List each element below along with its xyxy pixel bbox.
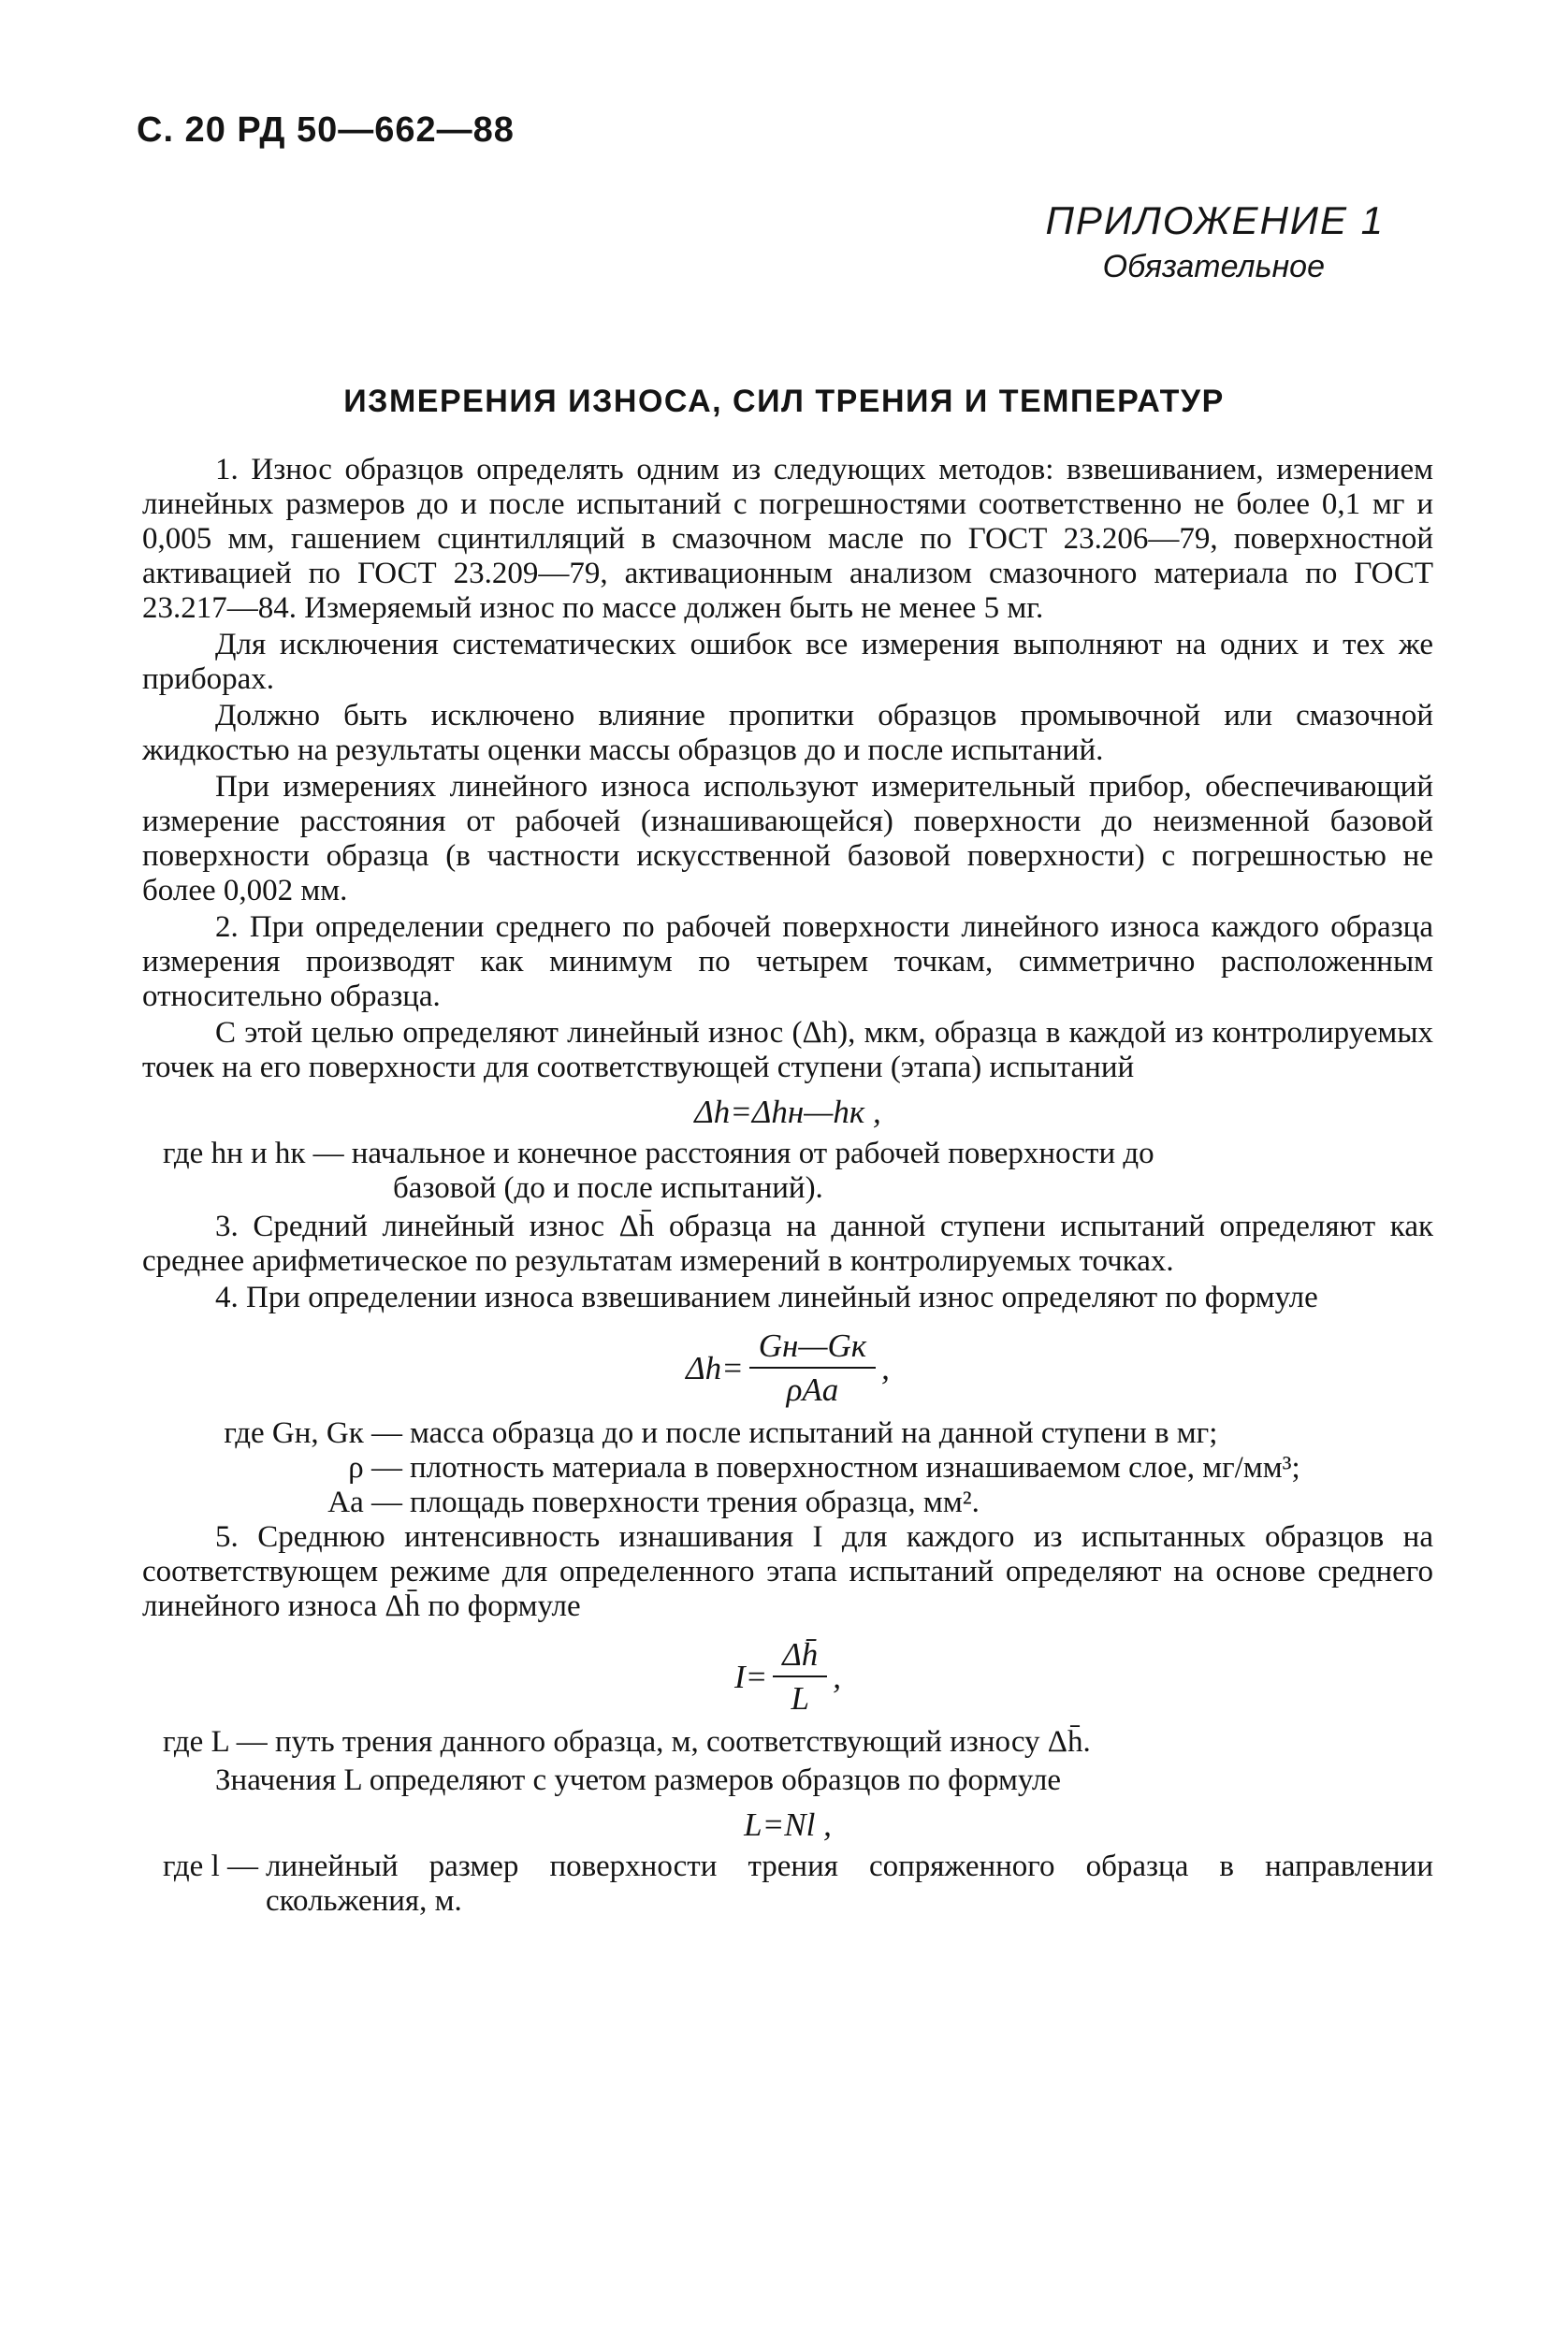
definition-row (142, 1451, 1433, 1486)
where-block-1 (142, 1137, 1433, 1206)
formula-weighing (142, 1328, 1433, 1407)
paragraph-3: Должно быть исключено влияние пропитки образцов промывочной или смазочной жидкостью на результаты оценки массы образцов до и после испытаний. (142, 699, 1433, 767)
appendix-status: Обязательное (1102, 249, 1325, 284)
where-symbols-4: где l — (163, 1850, 258, 1883)
definition-row (142, 1486, 1433, 1520)
formula-weighing-fraction (749, 1328, 876, 1407)
formula-linear-wear: Δh=Δhн—hк , (694, 1094, 881, 1130)
paragraph-4: При измерениях линейного износа используют измерительный прибор, обеспечивающий измерение расстояния от рабочей (изнашивающейся) поверхности до неизменной базовой поверхности образца (в частности искусственной базовой поверхности) с погрешностью не более 0,002 мм. (142, 770, 1433, 907)
definitions-list (142, 1416, 1433, 1520)
paragraph-2: Для исключения систематических ошибок все измерения выполняют на одних и тех же приборах. (142, 628, 1433, 696)
where-text-1: начальное и конечное расстояния от рабочей поверхности до (351, 1137, 1154, 1170)
definition-text: масса образца до и после испытаний на данной ступени в мг; (410, 1416, 1218, 1450)
paragraph-9: 5. Среднюю интенсивность изнашивания I для каждого из испытанных образцов на соответствующем режиме для определенного этапа испытаний определяют на основе среднего линейного износа Δh̄ по формуле (142, 1520, 1433, 1623)
paragraph-8: 4. При определении износа взвешиванием линейный износ определяют по формуле (215, 1281, 1318, 1314)
definition-text: плотность материала в поверхностном изнашиваемом слое, мг/мм³; (410, 1451, 1300, 1485)
formula-intensity-numerator: Δh̄ (773, 1637, 827, 1677)
definition-row (142, 1416, 1433, 1451)
definition-text: площадь поверхности трения образца, мм². (410, 1486, 980, 1519)
page-header: С. 20 РД 50—662—88 (137, 110, 515, 150)
appendix-block (1045, 198, 1385, 285)
where-symbols-1: где hн и hк — (163, 1137, 344, 1170)
where-continuation-1: базовой (до и после испытаний). (393, 1171, 823, 1205)
where-block-4 (142, 1850, 1433, 1919)
where-block-3: где L — путь трения данного образца, м, соответствующий износу Δh̄. (163, 1725, 1091, 1759)
section-title: ИЗМЕРЕНИЯ ИЗНОСА, СИЛ ТРЕНИЯ И ТЕМПЕРАТУР (343, 384, 1225, 419)
formula-intensity (142, 1637, 1433, 1716)
paragraph-10: Значения L определяют с учетом размеров образцов по формуле (215, 1763, 1062, 1797)
formula-intensity-denominator: L (791, 1680, 809, 1717)
formula-weighing-numerator: Gн—Gк (749, 1328, 876, 1369)
formula-intensity-lhs: I= (733, 1658, 768, 1695)
document-body (142, 453, 1433, 1922)
definition-label: ρ — (348, 1451, 402, 1485)
formula-intensity-fraction (773, 1637, 827, 1716)
formula-weighing-tail: , (881, 1349, 890, 1386)
appendix-label: ПРИЛОЖЕНИЕ 1 (1045, 198, 1385, 242)
formula-weighing-denominator: ρAa (786, 1371, 839, 1408)
paragraph-1: 1. Износ образцов определять одним из следующих методов: взвешиванием, измерением линейных размеров до и после испытаний с погрешностями соответственно не более 0,1 мг и 0,005 мм, гашением сцинтилляций в смазочном масле по ГОСТ 23.206—79, поверхностной активацией по ГОСТ 23.209—79, активационным анализом смазочного материала по ГОСТ 23.217—84. Измеряемый износ по массе должен быть не менее 5 мг. (142, 453, 1433, 625)
formula-weighing-lhs: Δh= (686, 1349, 744, 1386)
paragraph-5: 2. При определении среднего по рабочей поверхности линейного износа каждого образца измерения производят как минимум по четырем точкам, симметрично расположенным относительно образца. (142, 910, 1433, 1013)
where-text-4: линейный размер поверхности трения сопряженного образца в направлении скольжения, м. (266, 1850, 1433, 1918)
definition-label: где Gн, Gк — (224, 1416, 402, 1450)
formula-path: L=Nl , (744, 1806, 832, 1843)
paragraph-6: С этой целью определяют линейный износ (Δh), мкм, образца в каждой из контролируемых точек на его поверхности для соответствующей ступени (этапа) испытаний (142, 1016, 1433, 1084)
formula-intensity-tail: , (833, 1658, 842, 1695)
paragraph-7: 3. Средний линейный износ Δh̄ образца на данной ступени испытаний определяют как среднее арифметическое по результатам измерений в контролируемых точках. (142, 1210, 1433, 1278)
definition-label: Aa — (327, 1486, 402, 1519)
